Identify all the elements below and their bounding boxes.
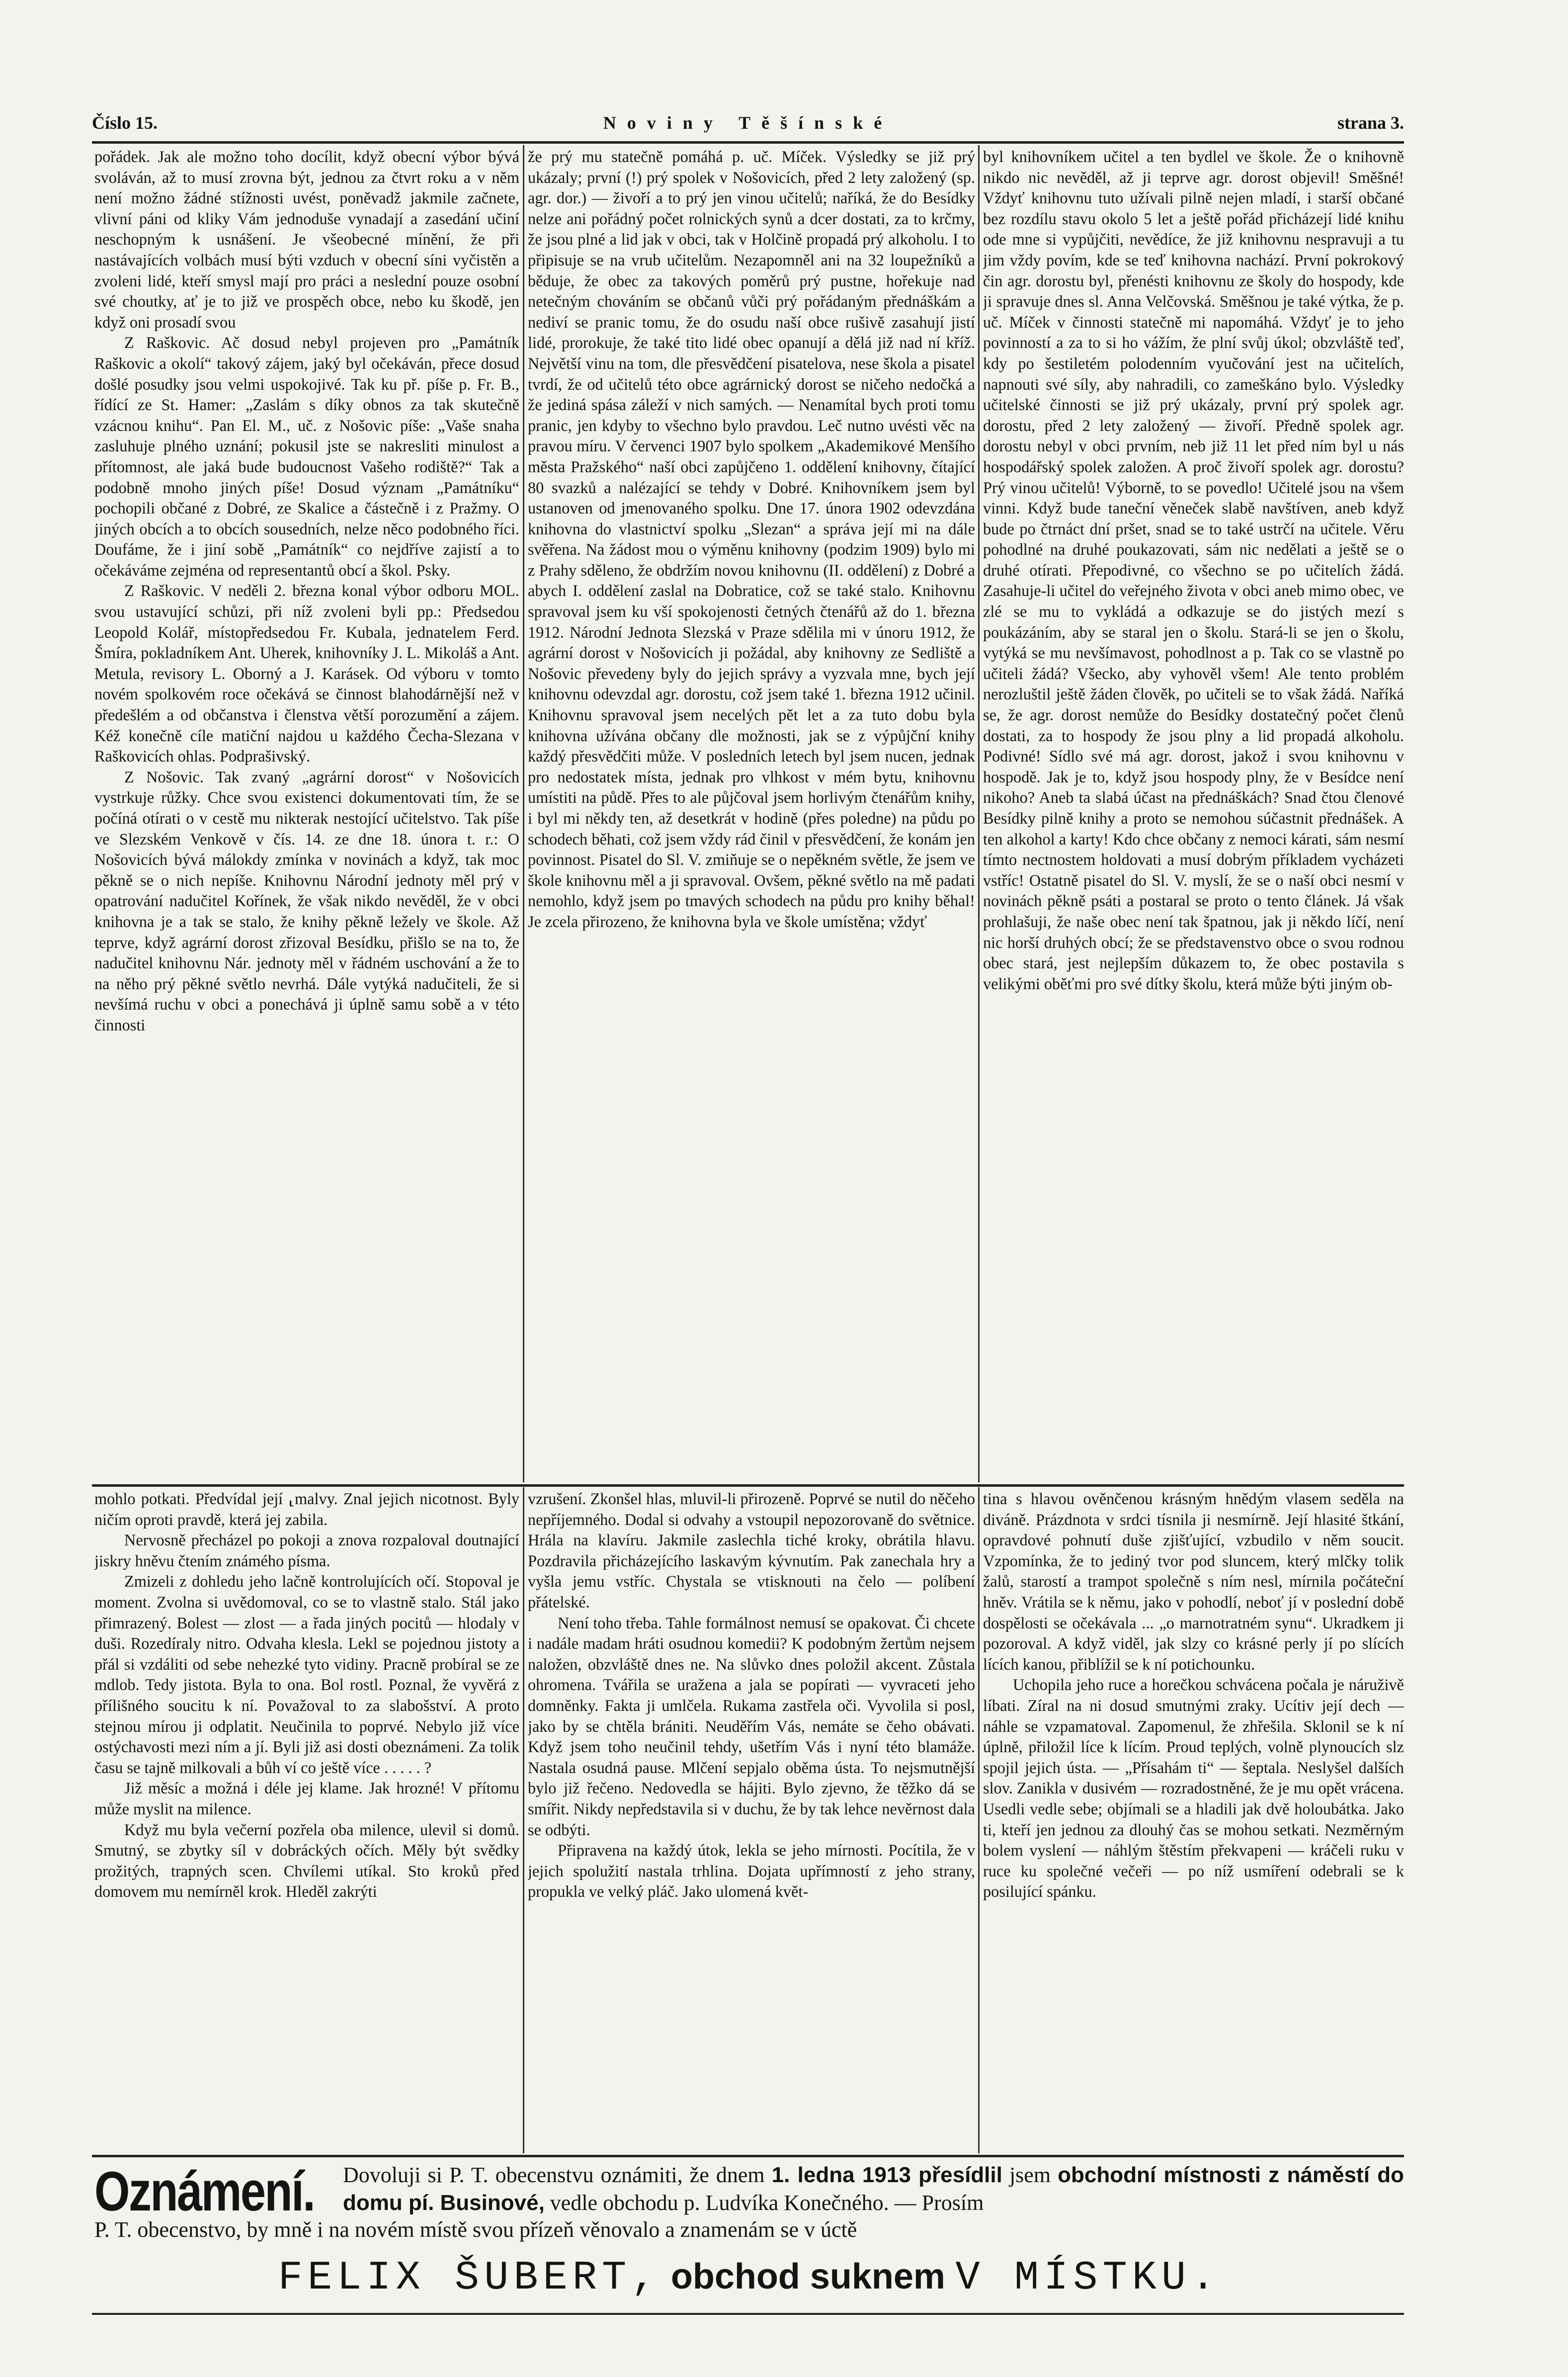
- paragraph: Uchopila jeho ruce a horečkou schvácena počala je náruživě líbati. Zíral na ni dosud smutnými zraky. Ucítiv její dech — náhle se vzpamatoval. Zapomenul, že zhřešila. Sklonil se k ní úplně, přiložil líce k lícím. Proud teplých, volně plynoucích slz spojil jejich ústa. — „Přísahám ti“ — šeptala. Neslyšel dalších slov. Zanikla v dusivém — rozradostněné, že je mu opět vrácena. Usedli vedle sebe; objímali se a hladili jak dvě holoubátka. Jako ti, kteří jen jednou za dlouhý čas se mohou setkati. Nezměrným bolem vyslení — náhlým štěstím překvapeni — kráčeli ruku v ruce ku společné večeři — po níž usmíření odebrali se k posilující spánku.: [983, 1676, 1404, 1901]
- story-column-3: [983, 1489, 1404, 2150]
- column-divider: [523, 1487, 524, 2153]
- page-header: [92, 112, 1404, 142]
- ad-address: obchodní místnosti z náměstí do domu pí. Businové,: [343, 2163, 1404, 2215]
- business-type: obchod suknem: [670, 2257, 945, 2296]
- advertisement-title: Oznámení.: [94, 2160, 315, 2222]
- article-column-3: [983, 147, 1404, 1479]
- paragraph: Z Nošovic. Tak zvaný „agrární dorost“ v Nošovicích vystrkuje růžky. Chce svou existenci dokumentovati tím, že se počíná otírati o v cestě mu nikterak nestojící učitelstvo. Tak píše ve Slezském Venkově v čís. 14. ze dne 18. února t. r.: O Nošovicích bývá málokdy zmínka v novinách a když, tak moc pěkně se o nich nepíše. Knihovnu Národní jednoty měl prý v opatrování nadučitel Kořínek, že však nikdo nevěděl, že v obci knihovna je a tak se stalo, že knihy pěkně ležely ve škole. Až teprve, když agrární dorost zřizoval Besídku, přišlo se na to, že nadučitel knihovnu Nár. jednoty měl v řádném uschování a že to na něho prý pěkné světlo nevrhá. Dále vytýká nadučiteli, že si nevšímá ruchu v obci a ponechává ji úplně samu sobě a v této činnosti: [94, 767, 519, 1034]
- page-number: strana 3.: [1337, 113, 1404, 133]
- ad-text-fragment: Dovoluji si P. T. obecenstvu oznámiti, že dnem: [343, 2163, 765, 2187]
- newspaper-title: Noviny Těšínské: [603, 113, 893, 133]
- paragraph: Z Raškovic. V neděli 2. března konal výbor odboru MOL. svou ustavující schůzi, při níž zvoleni byli pp.: Předsedou Leopold Kolář, místopředsedou Fr. Kubala, jednatelem Ferd. Šmíra, pokladníkem Ant. Uherek, knihovníky J. L. Mikoláš a Ant. Metula, revisory L. Oborný a J. Karásek. Od výboru v tomto novém spolkovém roce očekává se činnost blahodárnější než v předešlém a od občanstva i členstva větší porozumění a zájem. Kéž konečně cíle matiční najdou u každého Čecha-Slezana v Raškovicích ohlas. Podprašivský.: [94, 582, 519, 765]
- paragraph: vzrušení. Zkonšel hlas, mluvil-li přirozeně. Poprvé se nutil do něčeho nepříjemného. Dodal si odvahy a vstoupil nepozorovaně do světnice. Hrála na klavíru. Jakmile zaslechla tiché kroky, obrátila hlavu. Pozdravila přicházejícího laskavým kývnutím. Pak zanechala hry a vyšla jemu vstříc. Chystala se vtisknouti na čelo — políbení přátelské.: [528, 1490, 975, 1611]
- paragraph: Zmizeli z dohledu jeho lačně kontrolujících očí. Stopoval je moment. Zvolna si uvědomoval, co se to vlastně stalo. Stál jako přimrazený. Bolest — zlost — a řada jiných pocitů — hlodaly v duši. Rozedíraly nitro. Odvaha klesla. Lekl se pojednou jistoty a přál si vzdáliti od sebe nehezké tyto vidiny. Pracně probíral se ze mdlob. Tedy jistota. Byla to ona. Bol rostl. Poznal, že vyvěrá z přílišného soucitu k ní. Považoval to za slabošství. A proto stejnou mírou ji odplatit. Neučinila to poprvé. Nebylo již více ostýchavosti mezi ním a jí. Byli již asi dosti obeznámeni. Za tolik času se tajně milkovali a bůh ví co ještě více . . . . . ?: [94, 1572, 519, 1777]
- column-divider: [523, 145, 524, 1482]
- advertisement-text-line-2: P. T. obecenstvo, by mně i na novém místě svou přízeň věnovalo a znamenám se v úctě: [94, 2217, 857, 2242]
- paragraph: že prý mu statečně pomáhá p. uč. Míček. Výsledky se již prý ukázaly; první (!) prý spolek v Nošovicích, před 2 lety založený (sp. agr. dor.) — živoří a to prý jen vinou učitelů; naříká, že do Besídky nelze ani pořádný počet rolnických synů a dcer dostati, za to krčmy, že jsou plné a lid jak v obci, tak v Holčině propadá prý alkoholu. I to připisuje se na vrub učitelům. Nezapomněl ani na 32 loupežníků a běduje, že obec za takových poměrů prý pustne, hořekuje nad netečným chováním se občanů vůči prý pořádaným přednáškám a nediví se pranic tomu, že do osudu naší obce rušivě zasahují jistí lidé, prorokuje, že také tito lidé obec opanují a dělá již nad ní kříž. Největší vinu na tom, dle přesvědčení pisatelova, nese škola a pisatel tvrdí, že od učitelů této obce agrárnický dorost se ničeho nedočká a že jediná spása záleží v nich samých. — Nenamítal bych proti tomu pranic, jen kdyby to všechno bylo pravdou. Leč nutno uvésti věc na pravou míru. V červenci 1907 bylo spolkem „Akademikové Menšího města Pražského“ naší obci zapůjčeno 1. oddělení knihovny, čítající 80 svazků a nalézající se tehdy v Dobré. Knihovníkem jsem byl ustanoven od jmenovaného spolku. Dne 17. února 1902 odevzdána knihovna do vlastnictví spolku „Slezan“ a správa její mi na dále svěřena. Na žádost mou o výměnu knihovny (podzim 1909) bylo mi z Prahy sděleno, že obdržím novou knihovnu (II. oddělení) z Dobré a abych I. oddělení zaslal na Dobratice, což se také stalo. Knihovnu spravoval jsem ku vší spokojenosti četných čtenářů až do 1. března 1912. Národní Jednota Slezská v Praze sdělila mi v únoru 1912, že agrární dorost v Nošovicích ji požádal, aby knihovny ze Sedliště a Nošovic převedeny byly do jejich správy a vyzvala mne, bych její knihovnu odevzdal agr. dorostu, což jsem také 1. března 1912 učinil. Knihovnu spravoval jsem necelých pět let a za tuto dobu byla knihovna užívána občany dle možnosti, jak se z výpůjční knihy každý přesvědčiti může. V posledních letech byl jsem nucen, jednak pro nedostatek místa, jednak pro vlhkost v mém bytu, knihovnu umístiti na půdě. Přes to ale půjčoval jsem horlivým čtenářům knihy, i byl mi někdy ten, až desetkrát v hodině (přes poledne) na půdu po schodech běhati, což jsem vždy rád činil v přesvědčení, že konám jen povinnost. Pisatel do Sl. V. zmiňuje se o nepěkném světle, že jsem ve škole knihovnu měl a ji spravoval. Ovšem, pěkné světlo na mě padati nemohlo, když jsem po tmavých schodech na půdu pro knihy běhal! Je zcela přirozeno, že knihovna byla ve škole umístěna; vždyť: [528, 148, 975, 931]
- paragraph: Připravena na každý útok, lekla se jeho mírnosti. Pocítila, že v jejich spolužití nastala trhlina. Dojata upřímností z jeho strany, propukla ve velký pláč. Jako ulomená květ-: [528, 1841, 975, 1901]
- article-column-2: [528, 147, 975, 1479]
- paragraph: tina s hlavou ověnčenou krásným hnědým vlasem seděla na diváně. Prázdnota v srdci tísnila ji nesmírně. Její hlasité štkání, opravdové pohnutí duše zjišťující, vzbudilo v něm soucit. Vzpomínka, že to jediný tvor pod sluncem, který mlčky tolik žalů, starostí a trampot společně s ním nesl, mírnila počáteční hněv. Vrátila se k němu, jako v pohodlí, neboť jí v poslední době dospělosti se očekávala ... „o marnotratném synu“. Ukradkem ji pozoroval. A když viděl, jak slzy co krásné perly jí po slících lících kanou, přiblížil se k ní potichounku.: [983, 1490, 1404, 1673]
- paragraph: Není toho třeba. Tahle formálnost nemusí se opakovat. Či chcete i nadále madam hráti osudnou komedii? K podobným žertům nejsem naložen, obzvláště dnes ne. Na slůvko dnes položil akcent. Zůstala ohromena. Tvářila se uražena a jala se popírati — vyvraceti jeho domněnky. Fakta ji umlčela. Rukama zastřela oči. Vyvolila si posl, jako by se chtěla brániti. Neuděřím Vás, nemáte se čeho obávati. Když jsem toho neučinil tehdy, ušetřím Vás i nyní této blamáže. Nastala osudná pause. Mlčení sepjalo oběma ústa. To nejsmutnější bylo již řečeno. Nedovedla se hájiti. Bylo zjevno, že těžko dá se smířit. Nikdy nepředstavila si v duchu, že by tak lehce nevěrnost dala se odbýti.: [528, 1613, 975, 1839]
- column-divider: [978, 1487, 980, 2153]
- paragraph: Již měsíc a možná i déle jej klame. Jak hrozné! V přítomu může myslit na milence.: [94, 1779, 519, 1818]
- header-rule: [92, 141, 1404, 144]
- paragraph: mohlo potkati. Předvídal její ⸤malvy. Znal jejich nicotnost. Byly ničím oproti pravdě, která jej zabila.: [94, 1490, 519, 1528]
- paragraph: Když mu byla večerní pozřela oba milence, ulevil si domů. Smutný, se zbytky síl v dobráckých očích. Měly být svědky prožitých, trapných scen. Chvílemi utíkal. Sto kroků před domovem mu nemírněl krok. Hleděl zakrýti: [94, 1820, 519, 1901]
- paragraph: pořádek. Jak ale možno toho docílit, když obecní výbor bývá svoláván, až to musí zrovna být, jednou za čtvrt roku a v něm není možno žádné stížnosti uvést, poněvadž jakmile začnete, vlivní páni od kliky Vám jednoduše vynadají a zasedání učiní neschopným k usnášení. Je všeobecné mínění, že při nastávajících volbách musí býti vzduch v obecní síni vyčistěn a zvoleni lidé, kteří smysl mají pro práci a neslední pouze osobní své choutky, ať je to již ve prospěch obce, nebo ku škodě, jen když oni prosadí svou: [94, 148, 519, 331]
- paragraph: byl knihovníkem učitel a ten bydlel ve škole. Že o knihovně nikdo nic nevěděl, až ji teprve agr. dorost objevil! Směšné! Vždyť knihovnu tuto užívali pilně nejen mladí, i starší občané bez rozdílu stavu okolo 5 let a ještě pořád přicházejí lidé knihu ode mne si vypůjčiti, nevědíce, že již knihovnu nespravuji a tu jim vždy povím, kde se teď knihovna nachází. První pokrokový čin agr. dorostu byl, přenésti knihovnu ze školy do hospody, kde ji spravuje dnes sl. Anna Velčovská. Směšnou je také výtka, že p. uč. Míček v činnosti statečně mi napomáhá. Vždyť je to jeho povinností a za to si ho vážím, že plní svůj úkol; obzvláště teď, kdy po šestiletém polodenním vyučování jest na učitelích, napnouti své síly, aby nahradili, co zameškáno bylo. Výsledky učitelské činnosti se již prý ukázaly, první prý spolek agr. dorostu, před 2 lety založený — živoří. Předně spolek agr. dorostu nebyl v obci prvním, neb již 11 let před ním byl u nás hospodářský spolek založen. A proč živoří spolek agr. dorostu? Prý vinou učitelů! Výborně, to se povedlo! Učitelé jsou na všem vinni. Když bude taneční věneček slabě navštíven, aneb když bude po čtrnáct dní pršet, snad se to také ustrčí na učitele. Věru pohodlné na druhé poukazovati, sám nic nedělati a ještě se o druhé otírati. Přepodivné, co všechno se po učitelích žádá. Zasahuje-li učitel do veřejného života v obci aneb mimo obec, ve zlé se mu to vykládá a odkazuje se do jistých mezí s poukázáním, aby se staral jen o školu. Stará-li se jen o školu, vytýká se mu nevšímavost, pohodlnost a p. Tak co se vlastně po učiteli žádá? Všecko, aby vyhověl všem! Ale tento problém nerozluštil ještě žáden člověk, po učiteli se to však žádá. Naříká se, že agr. dorost nemůže do Besídky dostatečný počet členů dostati, za to hospody že jsou plny a lid propadá alkoholu. Podivné! Sídlo své má agr. dorost, jakož i svou knihovnu v hospodě. Jak je to, když jsou hospody plny, že v Besídce není nikoho? Aneb ta slabá účast na přednáškách? Snad čtou členové Besídky pilně knihy a proto se nemohou súčastnit přednášek. A ten alkohol a karty! Kdo chce občany z nemoci kárati, sám nesmí tímto nectnostem holdovati a musí dobrým příkladem vycházeti vstříc! Ostatně pisatel do Sl. V. myslí, že se o naší obci nesmí v novinách pěkně psáti a postaral se proto o tento článek. Já však prohlašuji, že naše obec není tak špatnou, jak ji někdo líčí, není nic horší druhých obcí; že se představenstvo obce o svou rodnou obec stará, jest nejlepším důkazem to, že obec postavila s velikými oběťmi pro své dítky školu, která může býti jiným ob-: [983, 148, 1404, 993]
- advertisement-text: [343, 2161, 1404, 2217]
- story-column-2: [528, 1489, 975, 2150]
- advertisement-signature: [94, 2248, 1404, 2305]
- column-divider: [978, 145, 980, 1482]
- advertisement: [94, 2157, 1404, 2311]
- paragraph: Z Raškovic. Ač dosud nebyl projeven pro „Památník Raškovic a okolí“ takový zájem, jaký byl očekáván, přece dosud došlé posudky jsou velmi uspokojivé. Tak ku př. píše p. Fr. B., řídící ze St. Hamer: „Zaslám s díky obnos za tak skutečně vzácnou knihu“. Pan El. M., uč. z Nošovic píše: „Vaše snaha zasluhuje plného uznání; pokusil jste se nakresliti minulost a přítomnost, ale jaká bude budoucnost Vašeho rodiště?“ Tak a podobně mnoho jiných píše! Dosud význam „Památníku“ pochopili občané z Dobré, ze Skalice a částečně i z Pražmy. O jiných obcích a to obcích sousedních, nelze něco podobného říci. Doufáme, že i jiní sobě „Památník“ co nejdříve zajistí a to očekáváme zejména od representantů obcí a škol. Psky.: [94, 334, 519, 579]
- business-location: V MÍSTKU.: [955, 2255, 1221, 2301]
- ad-date: 1. ledna 1913 přesídlil: [771, 2163, 1002, 2187]
- article-column-1: [94, 147, 519, 1479]
- paragraph: Nervosně přecházel po pokoji a znova rozpaloval doutnající jiskry hněvu čtením známého písma.: [94, 1531, 519, 1570]
- ad-text-fragment: jsem: [1009, 2163, 1051, 2187]
- issue-number: Číslo 15.: [92, 113, 158, 133]
- ad-text-fragment: vedle obchodu p. Ludvíka Konečného. — Prosím: [550, 2191, 984, 2215]
- footer-rule: [92, 2313, 1404, 2315]
- section-rule: [92, 1484, 1404, 1487]
- merchant-name: FELIX ŠUBERT,: [278, 2255, 661, 2301]
- story-column-1: [94, 1489, 519, 2150]
